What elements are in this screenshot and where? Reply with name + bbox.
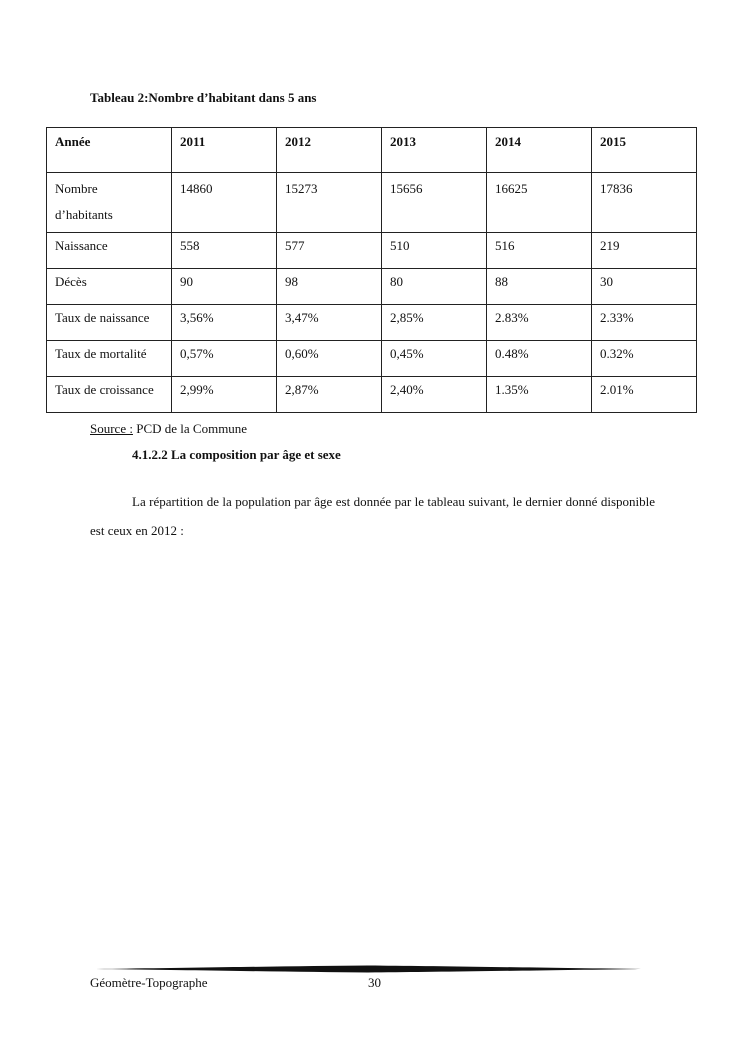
table-cell: 2.01% bbox=[592, 377, 697, 413]
table-row bbox=[47, 269, 697, 305]
table-header-row bbox=[47, 128, 697, 173]
header-year: 2013 bbox=[382, 128, 487, 173]
header-year: 2011 bbox=[172, 128, 277, 173]
table-cell: 2.33% bbox=[592, 305, 697, 341]
table-cell: 510 bbox=[382, 233, 487, 269]
table-cell: 3,56% bbox=[172, 305, 277, 341]
table-cell: 2,85% bbox=[382, 305, 487, 341]
table-cell: 2,99% bbox=[172, 377, 277, 413]
table-cell: 0.48% bbox=[487, 341, 592, 377]
section-heading: 4.1.2.2 La composition par âge et sexe bbox=[132, 447, 341, 462]
table-cell: 15273 bbox=[277, 173, 382, 233]
footer-title: Géomètre-Topographe bbox=[90, 975, 208, 990]
table-cell: 516 bbox=[487, 233, 592, 269]
header-year: 2014 bbox=[487, 128, 592, 173]
table-cell: 88 bbox=[487, 269, 592, 305]
population-table bbox=[46, 127, 697, 413]
header-year: 2015 bbox=[592, 128, 697, 173]
table-cell: 2.83% bbox=[487, 305, 592, 341]
table-row bbox=[47, 233, 697, 269]
row-label-line: d’habitants bbox=[55, 207, 113, 222]
row-label: Taux de mortalité bbox=[47, 341, 172, 377]
source-text: PCD de la Commune bbox=[132, 421, 248, 436]
table-cell: 30 bbox=[592, 269, 697, 305]
row-label-line: Nombre bbox=[55, 181, 98, 196]
table-cell: 577 bbox=[277, 233, 382, 269]
row-label bbox=[47, 173, 172, 233]
table-cell: 80 bbox=[382, 269, 487, 305]
table-cell: 3,47% bbox=[277, 305, 382, 341]
table-cell: 15656 bbox=[382, 173, 487, 233]
table-row bbox=[47, 377, 697, 413]
table-cell: 0,60% bbox=[277, 341, 382, 377]
table-cell: 98 bbox=[277, 269, 382, 305]
body-paragraph: La répartition de la population par âge est donnée par le tableau suivant, le dernier donné disponible est ceux en 2012 : bbox=[90, 494, 655, 538]
table-row bbox=[47, 305, 697, 341]
row-label: Taux de croissance bbox=[47, 377, 172, 413]
table-source bbox=[90, 421, 247, 437]
table-cell: 16625 bbox=[487, 173, 592, 233]
footer-rule bbox=[96, 965, 641, 973]
row-label: Décès bbox=[47, 269, 172, 305]
table-cell: 90 bbox=[172, 269, 277, 305]
table-row bbox=[47, 173, 697, 233]
header-label: Année bbox=[47, 128, 172, 173]
row-label: Naissance bbox=[47, 233, 172, 269]
table-cell: 558 bbox=[172, 233, 277, 269]
row-label: Taux de naissance bbox=[47, 305, 172, 341]
table-cell: 1.35% bbox=[487, 377, 592, 413]
table-cell: 2,40% bbox=[382, 377, 487, 413]
header-year: 2012 bbox=[277, 128, 382, 173]
page-number: 30 bbox=[368, 975, 381, 990]
table-cell: 219 bbox=[592, 233, 697, 269]
table-row bbox=[47, 341, 697, 377]
table-cell: 0,45% bbox=[382, 341, 487, 377]
table-cell: 2,87% bbox=[277, 377, 382, 413]
table-cell: 0.32% bbox=[592, 341, 697, 377]
table-cell: 0,57% bbox=[172, 341, 277, 377]
table-cell: 17836 bbox=[592, 173, 697, 233]
table-caption: Tableau 2:Nombre d’habitant dans 5 ans bbox=[90, 90, 317, 105]
source-prefix: Source : bbox=[90, 421, 133, 436]
table-cell: 14860 bbox=[172, 173, 277, 233]
